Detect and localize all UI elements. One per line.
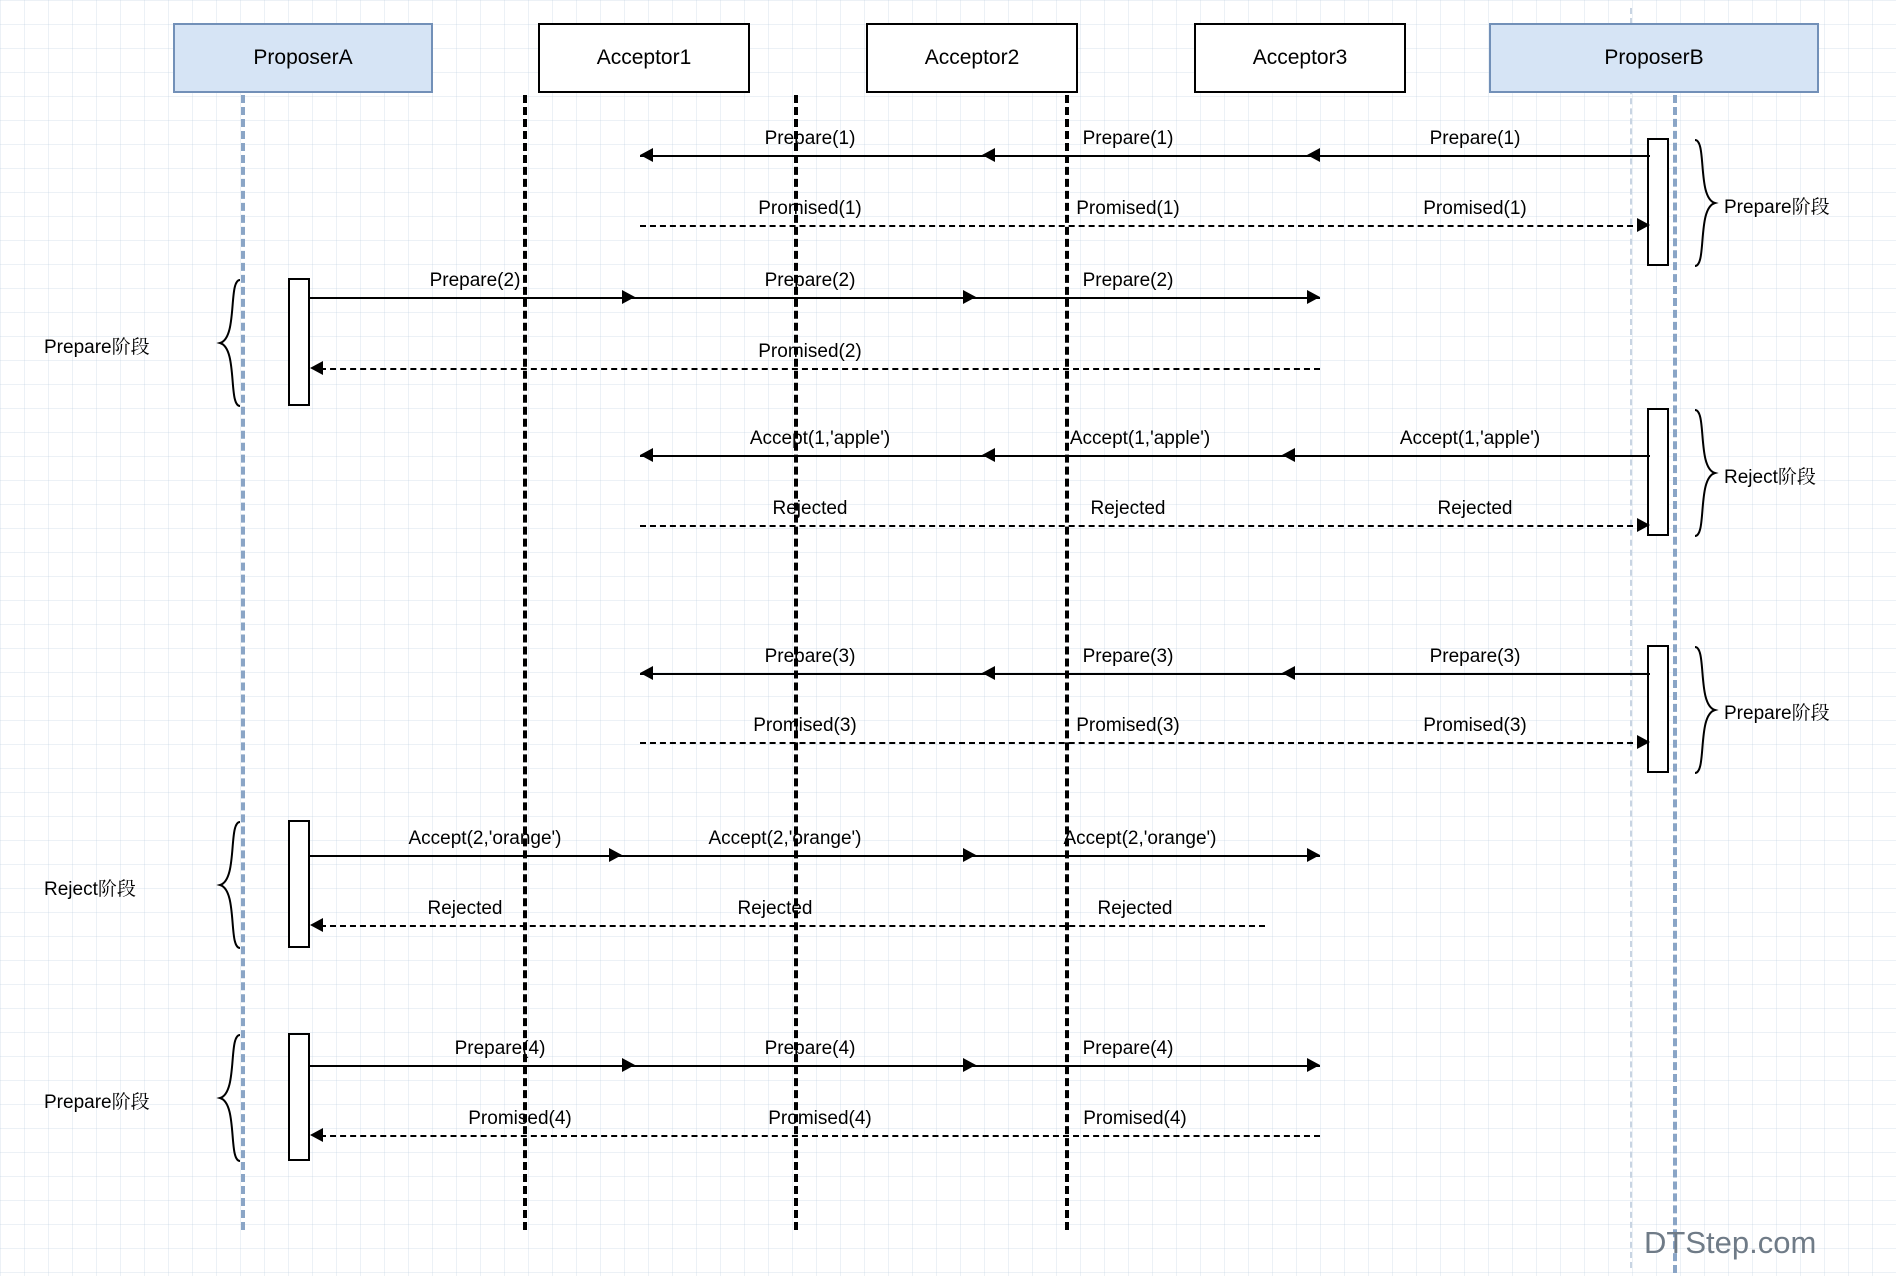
arrow-prepare2-a1 [622,290,635,304]
arrow-prepare4-a1 [622,1058,635,1072]
arrow-prepare3-a2 [982,666,995,680]
brace-phase-prepare-a4 [216,1033,242,1163]
phase-label-prepare-a4: Prepare阶段 [44,1092,150,1113]
phase-label-reject-a: Reject阶段 [44,879,136,900]
activation-proposerB-prepare3 [1647,645,1669,773]
arrow-rejected-b [1637,518,1650,532]
arrow-prepare1-a3 [1307,148,1320,162]
arrow-prepare2-a2 [963,290,976,304]
phase-label-reject-b: Reject阶段 [1724,467,1816,488]
msg-label-rejected-b-2: Rejected [1090,498,1166,519]
msg-line-promised1 [640,225,1643,227]
msg-label-accept1-1: Accept(1,'apple') [749,428,891,449]
msg-label-prepare3-2: Prepare(3) [1082,646,1174,667]
arrow-accept1-a1 [640,448,653,462]
msg-label-promised3-3: Promised(3) [1423,715,1527,736]
arrow-prepare1-a1 [640,148,653,162]
arrow-accept1-a2 [982,448,995,462]
arrow-promised2 [310,361,323,375]
msg-line-prepare1 [640,155,1650,157]
actor-acceptor3[interactable] [1194,23,1406,93]
arrow-rejected-a [310,918,323,932]
activation-proposerB-accept1 [1647,408,1669,536]
msg-label-accept2-3: Accept(2,'orange') [1063,828,1217,849]
activation-proposerB-prepare1 [1647,138,1669,266]
msg-label-prepare3-3: Prepare(3) [1429,646,1521,667]
arrow-prepare2-a3 [1307,290,1320,304]
arrow-prepare4-a3 [1307,1058,1320,1072]
actor-acceptor3-label: Acceptor3 [1252,46,1348,69]
activation-proposerA-prepare2 [288,278,310,406]
msg-label-prepare2-2: Prepare(2) [764,270,856,291]
msg-line-rejected-a [320,925,1265,927]
msg-label-accept2-1: Accept(2,'orange') [408,828,562,849]
msg-line-promised4 [320,1135,1320,1137]
msg-label-rejected-a-2: Rejected [737,898,813,919]
actor-acceptor1-label: Acceptor1 [596,46,692,69]
brace-phase-reject-a [216,820,242,950]
msg-label-rejected-a-1: Rejected [427,898,503,919]
msg-line-prepare4 [310,1065,1320,1067]
msg-label-prepare1-3: Prepare(1) [1429,128,1521,149]
arrow-prepare3-a3 [1282,666,1295,680]
msg-label-prepare4-2: Prepare(4) [764,1038,856,1059]
msg-line-accept2 [310,855,1320,857]
msg-label-rejected-b-3: Rejected [1437,498,1513,519]
phase-label-prepare-b3: Prepare阶段 [1724,703,1830,724]
arrow-prepare1-a2 [982,148,995,162]
actor-proposerA[interactable] [173,23,433,93]
phase-label-prepare-b1: Prepare阶段 [1724,197,1830,218]
msg-label-promised3-1: Promised(3) [753,715,857,736]
msg-label-accept1-3: Accept(1,'apple') [1399,428,1541,449]
brace-phase-prepare-b3 [1693,645,1719,775]
msg-line-accept1 [640,455,1650,457]
actor-acceptor2-label: Acceptor2 [924,46,1020,69]
arrow-accept2-a2 [963,848,976,862]
arrow-promised4 [310,1128,323,1142]
arrow-accept2-a1 [609,848,622,862]
msg-label-promised3-2: Promised(3) [1076,715,1180,736]
arrow-prepare4-a2 [963,1058,976,1072]
msg-line-promised2 [320,368,1320,370]
msg-label-promised1-2: Promised(1) [1076,198,1180,219]
msg-label-prepare1-2: Prepare(1) [1082,128,1174,149]
msg-label-prepare1-1: Prepare(1) [764,128,856,149]
activation-proposerA-accept2 [288,820,310,948]
msg-label-accept2-2: Accept(2,'orange') [708,828,862,849]
msg-label-promised4-1: Promised(4) [468,1108,572,1129]
brace-phase-prepare-b1 [1693,138,1719,268]
msg-label-prepare2-1: Prepare(2) [429,270,521,291]
brace-phase-reject-b [1693,408,1719,538]
msg-label-promised2-1: Promised(2) [758,341,862,362]
msg-label-rejected-a-3: Rejected [1097,898,1173,919]
msg-label-prepare4-1: Prepare(4) [454,1038,546,1059]
watermark: DTStep.com [1644,1225,1817,1260]
msg-line-rejected-b [640,525,1643,527]
arrow-accept2-a3 [1307,848,1320,862]
msg-label-prepare3-1: Prepare(3) [764,646,856,667]
arrow-promised3 [1637,735,1650,749]
msg-label-rejected-b-1: Rejected [772,498,848,519]
activation-proposerA-prepare4 [288,1033,310,1161]
msg-label-promised1-1: Promised(1) [758,198,862,219]
msg-label-promised4-2: Promised(4) [768,1108,872,1129]
msg-line-prepare2 [310,297,1320,299]
msg-label-prepare2-3: Prepare(2) [1082,270,1174,291]
actor-proposerB[interactable] [1489,23,1819,93]
msg-label-promised4-3: Promised(4) [1083,1108,1187,1129]
actor-acceptor2[interactable] [866,23,1078,93]
msg-label-promised1-3: Promised(1) [1423,198,1527,219]
arrow-promised1 [1637,218,1650,232]
actor-proposerA-label: ProposerA [253,46,353,69]
lifeline-guide-right [1630,8,1632,1268]
msg-line-promised3 [640,742,1643,744]
arrow-accept1-a3 [1282,448,1295,462]
lifeline-acceptor3 [1065,95,1069,1230]
msg-line-prepare3 [640,673,1650,675]
brace-phase-prepare-a2 [216,278,242,408]
phase-label-prepare-a2: Prepare阶段 [44,337,150,358]
msg-label-prepare4-3: Prepare(4) [1082,1038,1174,1059]
msg-label-accept1-2: Accept(1,'apple') [1069,428,1211,449]
actor-proposerB-label: ProposerB [1604,46,1704,69]
actor-acceptor1[interactable] [538,23,750,93]
lifeline-proposerB [1673,95,1677,1276]
arrow-prepare3-a1 [640,666,653,680]
